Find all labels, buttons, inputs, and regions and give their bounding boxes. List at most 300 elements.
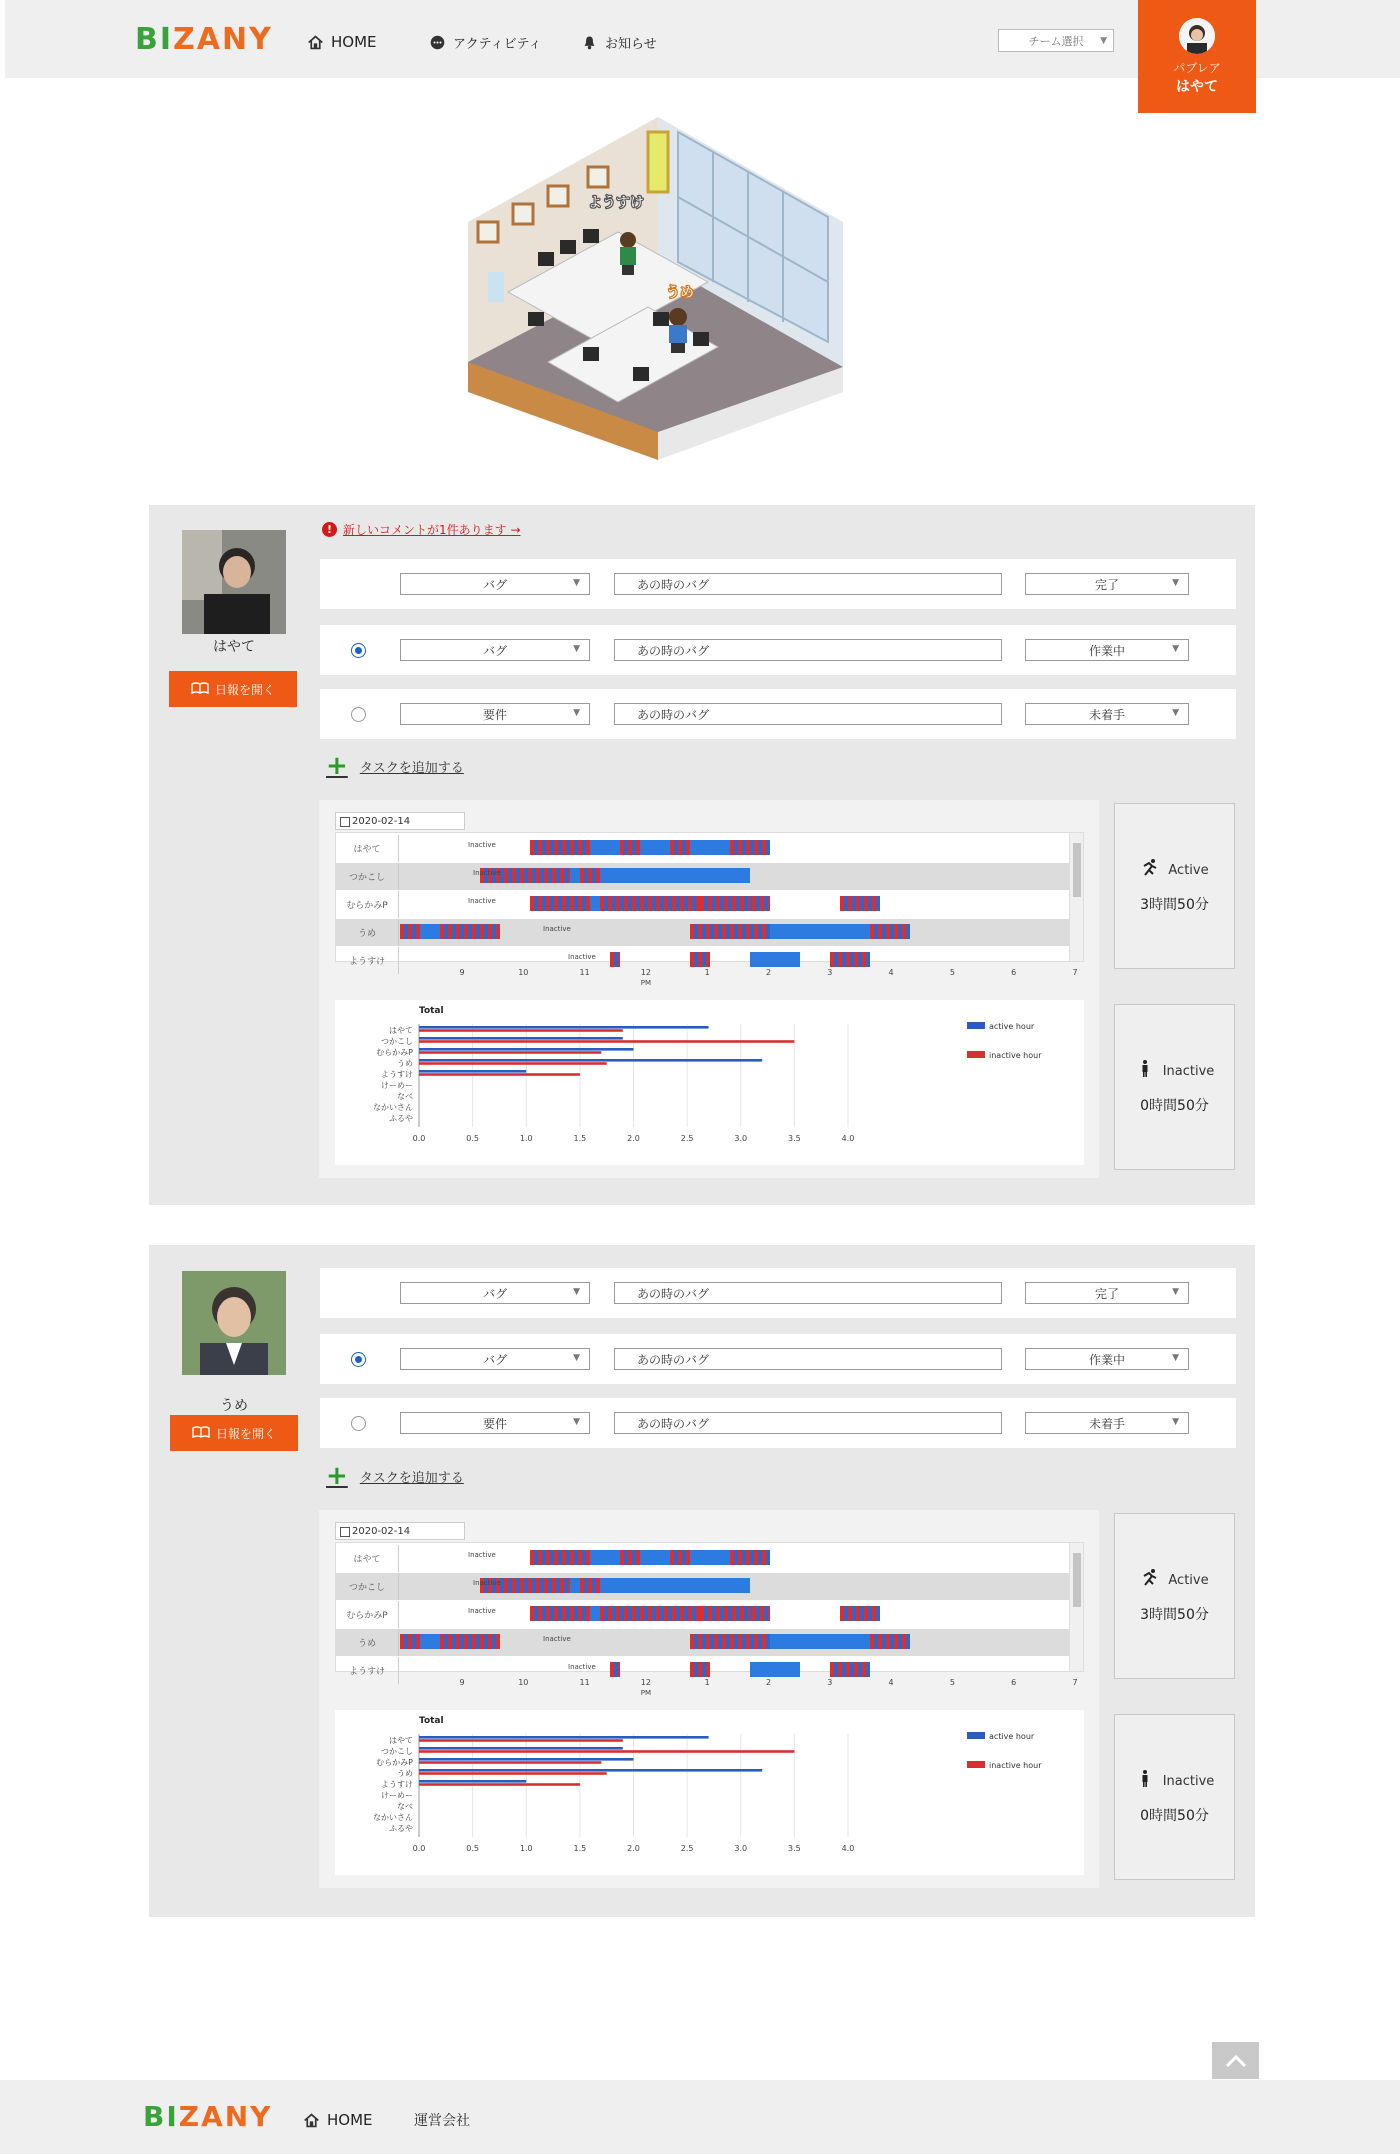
timeline-tick: 7 xyxy=(1072,1678,1078,1687)
inactive-segment xyxy=(840,896,880,911)
chevron-down-icon: ▼ xyxy=(573,1287,580,1297)
active-segment xyxy=(640,840,670,855)
bar xyxy=(419,1750,794,1753)
task-title-input[interactable] xyxy=(614,1348,1002,1370)
new-comment-notice[interactable] xyxy=(322,521,521,538)
chart-title: Total xyxy=(419,1716,444,1726)
active-segment xyxy=(590,840,620,855)
timeline-tick: 2 xyxy=(765,1678,772,1687)
inactive-segment xyxy=(530,1550,590,1565)
plus-icon: + xyxy=(326,751,348,781)
inactive-segment xyxy=(580,1578,600,1593)
timeline-tick: 7 xyxy=(1072,968,1078,977)
inactive-segment xyxy=(530,840,590,855)
chart-title: Total xyxy=(419,1006,444,1016)
active-segment xyxy=(420,1634,440,1649)
chevron-down-icon: ▼ xyxy=(573,578,580,588)
timeline-segment-label: Inactive xyxy=(468,1607,496,1615)
bar xyxy=(419,1747,623,1750)
running-person-icon xyxy=(1140,858,1160,882)
inactive-segment xyxy=(870,1634,910,1649)
inactive-segment xyxy=(670,840,690,855)
bar xyxy=(419,1059,762,1062)
task-title-value: あの時のバグ xyxy=(637,643,710,658)
timeline-row-name: つかこし xyxy=(336,1573,399,1600)
chevron-down-icon: ▼ xyxy=(573,1417,580,1427)
task-category-select[interactable] xyxy=(400,1348,590,1370)
x-tick-label: 0.5 xyxy=(466,1844,479,1853)
timeline-segment-label: Inactive xyxy=(468,1551,496,1559)
book-icon xyxy=(192,1426,210,1441)
inactive-value: 0時間50分 xyxy=(1140,1808,1209,1824)
chevron-down-icon: ▼ xyxy=(573,644,580,654)
chevron-down-icon: ▼ xyxy=(1172,1353,1179,1363)
member-name: はやて xyxy=(213,639,255,655)
bar xyxy=(419,1037,623,1040)
category-label: ようすけ xyxy=(381,1070,413,1079)
category-label: はやて xyxy=(389,1026,413,1035)
inactive-title xyxy=(1115,1059,1234,1083)
timeline-segment-label: Inactive xyxy=(568,953,596,961)
task-status-select[interactable] xyxy=(1025,639,1189,661)
task-title-input[interactable] xyxy=(614,1282,1002,1304)
timeline-row-name: はやて xyxy=(336,835,399,862)
date-picker[interactable] xyxy=(335,1522,465,1540)
open-daily-report-button[interactable] xyxy=(170,1415,298,1451)
task-status-select[interactable] xyxy=(1025,1412,1189,1434)
legend-label: inactive hour xyxy=(989,1051,1042,1060)
nav-home-label: HOME xyxy=(331,33,377,51)
task-status-value: 完了 xyxy=(1094,1286,1119,1301)
scrollbar-thumb[interactable] xyxy=(1073,843,1081,897)
task-category-select[interactable] xyxy=(400,573,590,595)
chevron-down-icon: ▼ xyxy=(1172,1417,1179,1427)
add-task-link[interactable] xyxy=(326,753,464,779)
category-label: つかこし xyxy=(381,1037,413,1046)
active-title xyxy=(1115,1568,1234,1592)
task-row xyxy=(320,559,1236,609)
task-title-value: あの時のバグ xyxy=(637,707,710,722)
task-title-value: あの時のバグ xyxy=(637,577,710,592)
inactive-segment xyxy=(700,896,750,911)
chat-icon xyxy=(429,34,446,51)
active-segment xyxy=(570,1578,580,1593)
inactive-segment xyxy=(580,868,600,883)
timeline-tick: 3 xyxy=(827,968,833,977)
scrollbar-thumb[interactable] xyxy=(1073,1553,1081,1607)
category-label: ようすけ xyxy=(381,1780,413,1789)
total-bar-chart xyxy=(335,1710,1084,1875)
x-tick-label: 3.0 xyxy=(734,1844,748,1853)
timeline-scrollbar[interactable] xyxy=(1069,833,1083,961)
task-radio[interactable] xyxy=(351,707,366,722)
x-tick-label: 2.5 xyxy=(680,1844,694,1853)
active-segment xyxy=(690,1550,730,1565)
task-title-value: あの時のバグ xyxy=(637,1352,710,1367)
alert-icon: ! xyxy=(322,522,337,537)
task-status-value: 作業中 xyxy=(1088,643,1125,658)
x-tick-label: 3.5 xyxy=(788,1134,801,1143)
active-title xyxy=(1115,858,1234,882)
task-status-select[interactable] xyxy=(1025,703,1189,725)
x-tick-label: 3.5 xyxy=(788,1844,801,1853)
nav-home[interactable] xyxy=(307,30,377,54)
new-comment-text: 新しいコメントが1件あります → xyxy=(343,523,521,537)
task-radio[interactable] xyxy=(351,1352,366,1367)
add-task-label: タスクを追加する xyxy=(359,1470,464,1486)
active-segment xyxy=(420,924,440,939)
inactive-segment xyxy=(620,1550,640,1565)
timeline-tick: 4 xyxy=(888,968,894,977)
footer-nav-company[interactable] xyxy=(414,2108,470,2132)
timeline-row-name: むらかみP xyxy=(336,1601,399,1628)
x-tick-label: 3.0 xyxy=(734,1134,748,1143)
book-icon xyxy=(191,682,209,697)
x-tick-label: 1.0 xyxy=(519,1134,533,1143)
timeline-tick: 9 xyxy=(459,968,465,977)
timeline-tick: 2 xyxy=(765,968,772,977)
legend-swatch xyxy=(967,1022,985,1029)
active-time-card xyxy=(1114,803,1235,969)
inactive-segment xyxy=(700,1606,750,1621)
add-task-label: タスクを追加する xyxy=(359,760,464,776)
bar xyxy=(419,1070,526,1073)
task-title-value: あの時のバグ xyxy=(637,1416,710,1431)
category-label: なべ xyxy=(397,1092,413,1101)
inactive-label: Inactive xyxy=(1162,1063,1215,1079)
timeline-tick: 10 xyxy=(518,1678,529,1687)
user-name: はやて xyxy=(1176,79,1218,95)
category-label: むらかみP xyxy=(376,1758,413,1767)
inactive-segment xyxy=(830,952,870,967)
timeline-tick: 1 xyxy=(704,1678,710,1687)
timeline-segment-label: Inactive xyxy=(473,869,501,877)
user-menu[interactable] xyxy=(1138,0,1256,113)
activity-timeline xyxy=(335,832,1084,967)
footer xyxy=(0,2080,1400,2154)
member-photo xyxy=(182,1271,286,1375)
task-title-input[interactable] xyxy=(614,1412,1002,1434)
footer-logo[interactable]: BIZANY xyxy=(143,2100,273,2133)
x-tick-label: 0.5 xyxy=(466,1134,479,1143)
timeline-row-name: ようすけ xyxy=(336,1657,399,1684)
active-segment xyxy=(770,1634,870,1649)
timeline-row xyxy=(336,1629,1070,1656)
timeline-row xyxy=(336,1601,1070,1628)
task-radio[interactable] xyxy=(351,643,366,658)
bar xyxy=(419,1769,762,1772)
bar xyxy=(419,1026,709,1029)
nav-news-label: お知らせ xyxy=(605,36,657,52)
nav-activity-label: アクティビティ xyxy=(453,36,542,52)
inactive-segment xyxy=(690,952,710,967)
timeline-tick: 9 xyxy=(459,1678,465,1687)
timeline-pm-label: PM xyxy=(640,1689,652,1697)
chevron-down-icon: ▼ xyxy=(1172,1287,1179,1297)
active-time-card xyxy=(1114,1513,1235,1679)
office-label-ume: うめ xyxy=(666,285,694,301)
inactive-segment xyxy=(620,840,640,855)
category-label: なべ xyxy=(397,1802,413,1811)
active-segment xyxy=(770,924,870,939)
timeline-pm-label: PM xyxy=(640,979,652,987)
inactive-segment xyxy=(530,896,590,911)
task-status-select[interactable] xyxy=(1025,1348,1189,1370)
legend-swatch xyxy=(967,1051,985,1058)
active-segment xyxy=(690,840,730,855)
x-tick-label: 4.0 xyxy=(841,1134,855,1143)
inactive-label: Inactive xyxy=(1162,1773,1215,1789)
active-segment xyxy=(600,868,750,883)
active-segment xyxy=(750,1662,800,1677)
bar xyxy=(419,1758,634,1761)
bar xyxy=(419,1761,601,1764)
standing-person-icon xyxy=(1135,1769,1155,1793)
category-label: なかいさん xyxy=(373,1103,413,1112)
timeline-segment-label: Inactive xyxy=(568,1663,596,1671)
category-label: なかいさん xyxy=(373,1813,413,1822)
timeline-segment-label: Inactive xyxy=(468,841,496,849)
active-segment xyxy=(640,1550,670,1565)
member-photo xyxy=(182,530,286,634)
timeline-segment-label: Inactive xyxy=(543,925,571,933)
activity-chart-panel xyxy=(319,1510,1099,1888)
nav-activity[interactable] xyxy=(429,30,542,54)
active-segment xyxy=(750,952,800,967)
timeline-scrollbar[interactable] xyxy=(1069,1543,1083,1671)
footer-nav-home-label: HOME xyxy=(327,2111,373,2129)
active-value: 3時間50分 xyxy=(1140,897,1209,913)
chevron-down-icon: ▼ xyxy=(1172,578,1179,588)
timeline-row xyxy=(336,1545,1070,1572)
chevron-down-icon: ▼ xyxy=(1172,644,1179,654)
active-segment xyxy=(570,868,580,883)
timeline-row xyxy=(336,1573,1070,1600)
office-illustration xyxy=(468,112,843,460)
task-row xyxy=(320,1398,1236,1448)
running-person-icon xyxy=(1140,1568,1160,1592)
task-status-value: 未着手 xyxy=(1088,1416,1125,1431)
x-tick-label: 0.0 xyxy=(412,1134,426,1143)
open-daily-report-button[interactable] xyxy=(169,671,297,707)
member-section xyxy=(149,1245,1255,1917)
bar xyxy=(419,1040,794,1043)
x-tick-label: 4.0 xyxy=(841,1844,855,1853)
inactive-time-card xyxy=(1114,1004,1235,1170)
active-segment xyxy=(590,896,600,911)
bar xyxy=(419,1048,634,1051)
category-label: はやて xyxy=(389,1736,413,1745)
task-row xyxy=(320,1268,1236,1318)
inactive-segment xyxy=(730,1550,770,1565)
timeline-segment-label: Inactive xyxy=(543,1635,571,1643)
bar xyxy=(419,1739,623,1742)
active-segment xyxy=(590,1550,620,1565)
task-status-value: 未着手 xyxy=(1088,707,1125,722)
open-daily-report-label: 日報を開く xyxy=(214,682,275,697)
inactive-segment xyxy=(690,1662,710,1677)
inactive-segment xyxy=(400,924,420,939)
add-task-link[interactable] xyxy=(326,1463,464,1489)
legend-swatch xyxy=(967,1761,985,1768)
task-category-value: バグ xyxy=(482,1286,507,1301)
inactive-segment xyxy=(730,840,770,855)
x-tick-label: 1.5 xyxy=(573,1134,587,1143)
bar xyxy=(419,1772,607,1775)
avatar xyxy=(1179,18,1215,54)
task-category-value: バグ xyxy=(482,1352,507,1367)
timeline-tick: 12 xyxy=(640,1678,651,1687)
timeline-row xyxy=(336,891,1070,918)
member-section xyxy=(149,505,1255,1205)
chevron-down-icon: ▼ xyxy=(573,1353,580,1363)
legend-label: inactive hour xyxy=(989,1761,1042,1770)
office-label-yousuke: ようすけ xyxy=(588,195,644,211)
user-subtitle: パブレア xyxy=(1173,61,1221,75)
task-title-value: あの時のバグ xyxy=(637,1286,710,1301)
timeline-row-name: つかこし xyxy=(336,863,399,890)
team-select[interactable] xyxy=(998,29,1114,52)
inactive-segment xyxy=(530,1606,590,1621)
timeline-tick: 3 xyxy=(827,1678,833,1687)
task-status-value: 作業中 xyxy=(1088,1352,1125,1367)
category-label: けーめー xyxy=(381,1791,413,1800)
chevron-down-icon: ▼ xyxy=(573,708,580,718)
bizany-logo[interactable]: BIZANY xyxy=(135,22,273,57)
timeline-tick: 11 xyxy=(579,1678,590,1687)
timeline-tick: 10 xyxy=(518,968,529,977)
back-to-top-button[interactable] xyxy=(1212,2042,1259,2079)
active-label: Active xyxy=(1168,862,1209,878)
inactive-segment xyxy=(690,924,770,939)
task-radio[interactable] xyxy=(351,1416,366,1431)
date-value: 2020-02-14 xyxy=(352,815,411,827)
inactive-time-card xyxy=(1114,1714,1235,1880)
timeline-row-name: むらかみP xyxy=(336,891,399,918)
x-tick-label: 2.0 xyxy=(627,1134,640,1143)
inactive-segment xyxy=(440,924,500,939)
x-tick-label: 1.0 xyxy=(519,1844,533,1853)
task-category-select[interactable] xyxy=(400,703,590,725)
inactive-segment xyxy=(610,1662,620,1677)
date-value: 2020-02-14 xyxy=(352,1525,411,1537)
bell-icon xyxy=(581,34,598,51)
timeline-tick: 5 xyxy=(949,1678,955,1687)
timeline-tick: 5 xyxy=(949,968,955,977)
timeline-row xyxy=(336,835,1070,862)
legend-swatch xyxy=(967,1732,985,1739)
bar xyxy=(419,1736,709,1739)
bar xyxy=(419,1073,580,1076)
task-title-input[interactable] xyxy=(614,573,1002,595)
nav-news[interactable] xyxy=(581,30,657,54)
timeline-tick: 6 xyxy=(1011,968,1017,977)
task-category-select[interactable] xyxy=(400,639,590,661)
category-label: むらかみP xyxy=(376,1048,413,1057)
timeline-tick: 12 xyxy=(640,968,651,977)
category-label: ふるや xyxy=(389,1824,413,1833)
total-bar-chart xyxy=(335,1000,1084,1165)
task-row xyxy=(320,1334,1236,1384)
task-category-value: バグ xyxy=(482,643,507,658)
category-label: ふるや xyxy=(389,1114,413,1123)
task-category-select[interactable] xyxy=(400,1412,590,1434)
bar xyxy=(419,1051,601,1054)
active-segment xyxy=(590,1606,600,1621)
inactive-value: 0時間50分 xyxy=(1140,1098,1209,1114)
timeline-row-name: うめ xyxy=(336,1629,399,1656)
category-label: けーめー xyxy=(381,1081,413,1090)
task-title-input[interactable] xyxy=(614,703,1002,725)
active-value: 3時間50分 xyxy=(1140,1607,1209,1623)
inactive-segment xyxy=(440,1634,500,1649)
team-select-value: チーム選択 xyxy=(1028,34,1084,48)
bar xyxy=(419,1029,623,1032)
activity-timeline xyxy=(335,1542,1084,1677)
legend-label: active hour xyxy=(989,1732,1035,1741)
open-daily-report-label: 日報を開く xyxy=(215,1426,276,1441)
member-name: うめ xyxy=(220,1398,248,1414)
chevron-down-icon: ▼ xyxy=(1172,708,1179,718)
inactive-segment xyxy=(400,1634,420,1649)
task-status-select[interactable] xyxy=(1025,1282,1189,1304)
inactive-segment xyxy=(830,1662,870,1677)
footer-nav-company-label: 運営会社 xyxy=(414,2113,470,2129)
x-tick-label: 0.0 xyxy=(412,1844,426,1853)
footer-nav-home[interactable] xyxy=(303,2108,373,2132)
chevron-up-icon xyxy=(1224,2053,1248,2069)
timeline-row xyxy=(336,863,1070,890)
task-category-select[interactable] xyxy=(400,1282,590,1304)
timeline-segment-label: Inactive xyxy=(473,1579,501,1587)
timeline-row-name: うめ xyxy=(336,919,399,946)
task-status-value: 完了 xyxy=(1094,577,1119,592)
active-segment xyxy=(600,1578,750,1593)
task-row xyxy=(320,625,1236,675)
timeline-tick: 4 xyxy=(888,1678,894,1687)
timeline-segment-label: Inactive xyxy=(468,897,496,905)
home-icon xyxy=(303,2112,320,2129)
timeline-tick: 11 xyxy=(579,968,590,977)
inactive-segment xyxy=(870,924,910,939)
category-label: つかこし xyxy=(381,1747,413,1756)
home-icon xyxy=(307,34,324,51)
legend-label: active hour xyxy=(989,1022,1035,1031)
x-tick-label: 2.0 xyxy=(627,1844,640,1853)
inactive-title xyxy=(1115,1769,1234,1793)
timeline-row-name: ようすけ xyxy=(336,947,399,974)
x-tick-label: 1.5 xyxy=(573,1844,587,1853)
inactive-segment xyxy=(670,1550,690,1565)
timeline-row-name: はやて xyxy=(336,1545,399,1572)
inactive-segment xyxy=(610,952,620,967)
active-label: Active xyxy=(1168,1572,1209,1588)
timeline-row xyxy=(336,919,1070,946)
task-title-input[interactable] xyxy=(614,639,1002,661)
timeline-tick: 1 xyxy=(704,968,710,977)
bar xyxy=(419,1783,580,1786)
standing-person-icon xyxy=(1135,1059,1155,1083)
task-category-value: 要件 xyxy=(482,707,507,722)
task-status-select[interactable] xyxy=(1025,573,1189,595)
plus-icon: + xyxy=(326,1461,348,1491)
category-label: うめ xyxy=(397,1059,413,1068)
inactive-segment xyxy=(840,1606,880,1621)
task-category-value: 要件 xyxy=(482,1416,507,1431)
task-row xyxy=(320,689,1236,739)
date-picker[interactable] xyxy=(335,812,465,830)
bar xyxy=(419,1062,607,1065)
